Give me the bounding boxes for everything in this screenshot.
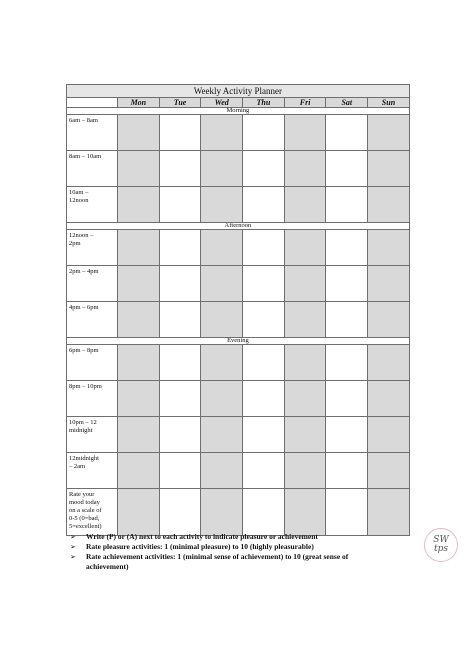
entry-cell-wed[interactable]	[201, 266, 243, 302]
entry-cell-sat[interactable]	[326, 345, 368, 381]
entry-cell-sat[interactable]	[326, 302, 368, 338]
time-slot-label-line: 6am – 8am	[69, 117, 98, 124]
entry-cell-fri[interactable]	[284, 266, 326, 302]
entry-cell-sun[interactable]	[368, 489, 410, 536]
entry-cell-fri[interactable]	[284, 417, 326, 453]
instruction-text: Rate pleasure activities: 1 (minimal pleasure) to 10 (highly pleasurable)	[86, 542, 314, 551]
entry-cell-sun[interactable]	[368, 230, 410, 266]
entry-cell-fri[interactable]	[284, 115, 326, 151]
entry-cell-sun[interactable]	[368, 345, 410, 381]
day-header-row	[67, 98, 410, 108]
entry-cell-fri[interactable]	[284, 230, 326, 266]
entry-cell-tue[interactable]	[159, 115, 201, 151]
section-header-afternoon: Afternoon	[67, 223, 410, 230]
time-slot-label-line: 2pm – 4pm	[69, 268, 99, 275]
entry-cell-sun[interactable]	[368, 453, 410, 489]
entry-cell-thu[interactable]	[243, 453, 285, 489]
entry-cell-thu[interactable]	[243, 302, 285, 338]
time-slot-label-line: 8pm – 10pm	[69, 383, 102, 390]
entry-cell-wed[interactable]	[201, 381, 243, 417]
weekly-activity-planner-table	[66, 84, 410, 536]
mood-rating-label	[67, 489, 118, 536]
entry-cell-wed[interactable]	[201, 151, 243, 187]
time-slot-row	[67, 151, 410, 187]
time-slot-label	[67, 302, 118, 338]
time-slot-row	[67, 381, 410, 417]
time-slot-row	[67, 417, 410, 453]
arrow-bullet-icon: ➢	[70, 553, 76, 561]
instruction-item	[70, 532, 370, 542]
entry-cell-tue[interactable]	[159, 417, 201, 453]
entry-cell-sun[interactable]	[368, 417, 410, 453]
time-slot-row	[67, 187, 410, 223]
entry-cell-tue[interactable]	[159, 453, 201, 489]
time-slot-label-line: 6pm – 8pm	[69, 347, 99, 354]
entry-cell-wed[interactable]	[201, 345, 243, 381]
entry-cell-sun[interactable]	[368, 302, 410, 338]
entry-cell-sat[interactable]	[326, 230, 368, 266]
time-slot-label	[67, 187, 118, 223]
time-slot-label	[67, 266, 118, 302]
entry-cell-sat[interactable]	[326, 266, 368, 302]
entry-cell-tue[interactable]	[159, 381, 201, 417]
entry-cell-fri[interactable]	[284, 302, 326, 338]
instruction-item	[70, 542, 370, 552]
logo-text-bottom: tps	[434, 544, 448, 554]
time-slot-label-line: – 2am	[69, 463, 86, 470]
time-slot-label-line: 8am – 10am	[69, 153, 102, 160]
time-slot-label-line: 2pm	[69, 240, 81, 247]
entry-cell-wed[interactable]	[201, 489, 243, 536]
time-slot-label	[67, 230, 118, 266]
entry-cell-thu[interactable]	[243, 381, 285, 417]
time-slot-row	[67, 453, 410, 489]
entry-cell-thu[interactable]	[243, 151, 285, 187]
instruction-text: Write (P) or (A) next to each activity to indicate pleasure or achievement	[86, 532, 318, 541]
entry-cell-mon[interactable]	[118, 417, 160, 453]
entry-cell-fri[interactable]	[284, 489, 326, 536]
entry-cell-wed[interactable]	[201, 417, 243, 453]
time-slot-label	[67, 453, 118, 489]
entry-cell-mon[interactable]	[118, 381, 160, 417]
entry-cell-thu[interactable]	[243, 266, 285, 302]
day-header-sun: Sun	[368, 98, 410, 108]
entry-cell-mon[interactable]	[118, 345, 160, 381]
time-slot-row	[67, 266, 410, 302]
arrow-bullet-icon: ➢	[70, 543, 76, 551]
entry-cell-fri[interactable]	[284, 151, 326, 187]
time-slot-label-line: midnight	[69, 427, 93, 434]
instructions-list	[70, 532, 370, 572]
entry-cell-tue[interactable]	[159, 151, 201, 187]
section-header-row	[67, 108, 410, 115]
time-slot-label	[67, 417, 118, 453]
time-slot-label	[67, 115, 118, 151]
time-slot-row	[67, 302, 410, 338]
entry-cell-fri[interactable]	[284, 345, 326, 381]
time-slot-label	[67, 345, 118, 381]
entry-cell-thu[interactable]	[243, 489, 285, 536]
entry-cell-tue[interactable]	[159, 345, 201, 381]
time-slot-row	[67, 230, 410, 266]
entry-cell-sat[interactable]	[326, 187, 368, 223]
section-header-row	[67, 338, 410, 345]
section-header-row	[67, 223, 410, 230]
entry-cell-mon[interactable]	[118, 115, 160, 151]
time-slot-label	[67, 151, 118, 187]
entry-cell-sun[interactable]	[368, 381, 410, 417]
entry-cell-sat[interactable]	[326, 151, 368, 187]
section-header-evening: Evening	[67, 338, 410, 345]
entry-cell-sat[interactable]	[326, 453, 368, 489]
time-slot-label-line: 12midnight	[69, 455, 99, 462]
day-header-wed: Wed	[201, 98, 243, 108]
time-slot-label-line: 10pm – 12	[69, 419, 97, 426]
time-slot-label	[67, 381, 118, 417]
entry-cell-tue[interactable]	[159, 187, 201, 223]
time-slot-row	[67, 115, 410, 151]
mood-rating-row	[67, 489, 410, 536]
entry-cell-sat[interactable]	[326, 381, 368, 417]
entry-cell-sun[interactable]	[368, 151, 410, 187]
day-header-mon: Mon	[118, 98, 160, 108]
time-slot-label-line: on a scale of	[69, 507, 102, 514]
day-header-thu: Thu	[243, 98, 285, 108]
entry-cell-mon[interactable]	[118, 453, 160, 489]
entry-cell-fri[interactable]	[284, 453, 326, 489]
entry-cell-sun[interactable]	[368, 115, 410, 151]
entry-cell-wed[interactable]	[201, 230, 243, 266]
planner-title: Weekly Activity Planner	[67, 85, 410, 98]
entry-cell-wed[interactable]	[201, 115, 243, 151]
day-header-sat: Sat	[326, 98, 368, 108]
entry-cell-sun[interactable]	[368, 266, 410, 302]
entry-cell-mon[interactable]	[118, 489, 160, 536]
day-header-fri: Fri	[284, 98, 326, 108]
time-slot-label-line: 12noon –	[69, 232, 94, 239]
time-slot-label-line: 12noon	[69, 197, 89, 204]
entry-cell-tue[interactable]	[159, 489, 201, 536]
entry-cell-mon[interactable]	[118, 151, 160, 187]
entry-cell-fri[interactable]	[284, 381, 326, 417]
entry-cell-mon[interactable]	[118, 266, 160, 302]
entry-cell-sun[interactable]	[368, 187, 410, 223]
time-slot-label-line: 5=excellent)	[69, 523, 102, 530]
entry-cell-thu[interactable]	[243, 187, 285, 223]
entry-cell-fri[interactable]	[284, 187, 326, 223]
entry-cell-mon[interactable]	[118, 230, 160, 266]
entry-cell-tue[interactable]	[159, 266, 201, 302]
entry-cell-thu[interactable]	[243, 115, 285, 151]
time-slot-row	[67, 345, 410, 381]
entry-cell-wed[interactable]	[201, 302, 243, 338]
entry-cell-thu[interactable]	[243, 345, 285, 381]
section-header-morning: Morning	[67, 108, 410, 115]
entry-cell-tue[interactable]	[159, 302, 201, 338]
entry-cell-mon[interactable]	[118, 302, 160, 338]
entry-cell-sat[interactable]	[326, 417, 368, 453]
arrow-bullet-icon: ➢	[70, 533, 76, 541]
entry-cell-tue[interactable]	[159, 230, 201, 266]
entry-cell-thu[interactable]	[243, 417, 285, 453]
entry-cell-wed[interactable]	[201, 187, 243, 223]
instruction-item	[70, 552, 370, 572]
logo-text-top: SW	[433, 535, 449, 545]
time-slot-label-line: 4pm – 6pm	[69, 304, 99, 311]
instruction-text: Rate achievement activities: 1 (minimal sense of achievement) to 10 (great sense of achievement)	[86, 552, 349, 571]
time-slot-label-line: mood today	[69, 499, 100, 506]
entry-cell-wed[interactable]	[201, 453, 243, 489]
day-header-tue: Tue	[159, 98, 201, 108]
entry-cell-sat[interactable]	[326, 115, 368, 151]
swtps-logo	[424, 528, 458, 562]
entry-cell-sat[interactable]	[326, 489, 368, 536]
planner-body	[67, 108, 410, 536]
time-slot-label-line: Rate your	[69, 491, 95, 498]
day-header-blank	[67, 98, 118, 108]
time-slot-label-line: 0-5 (0=bad,	[69, 515, 100, 522]
entry-cell-thu[interactable]	[243, 230, 285, 266]
entry-cell-mon[interactable]	[118, 187, 160, 223]
time-slot-label-line: 10am –	[69, 189, 89, 196]
